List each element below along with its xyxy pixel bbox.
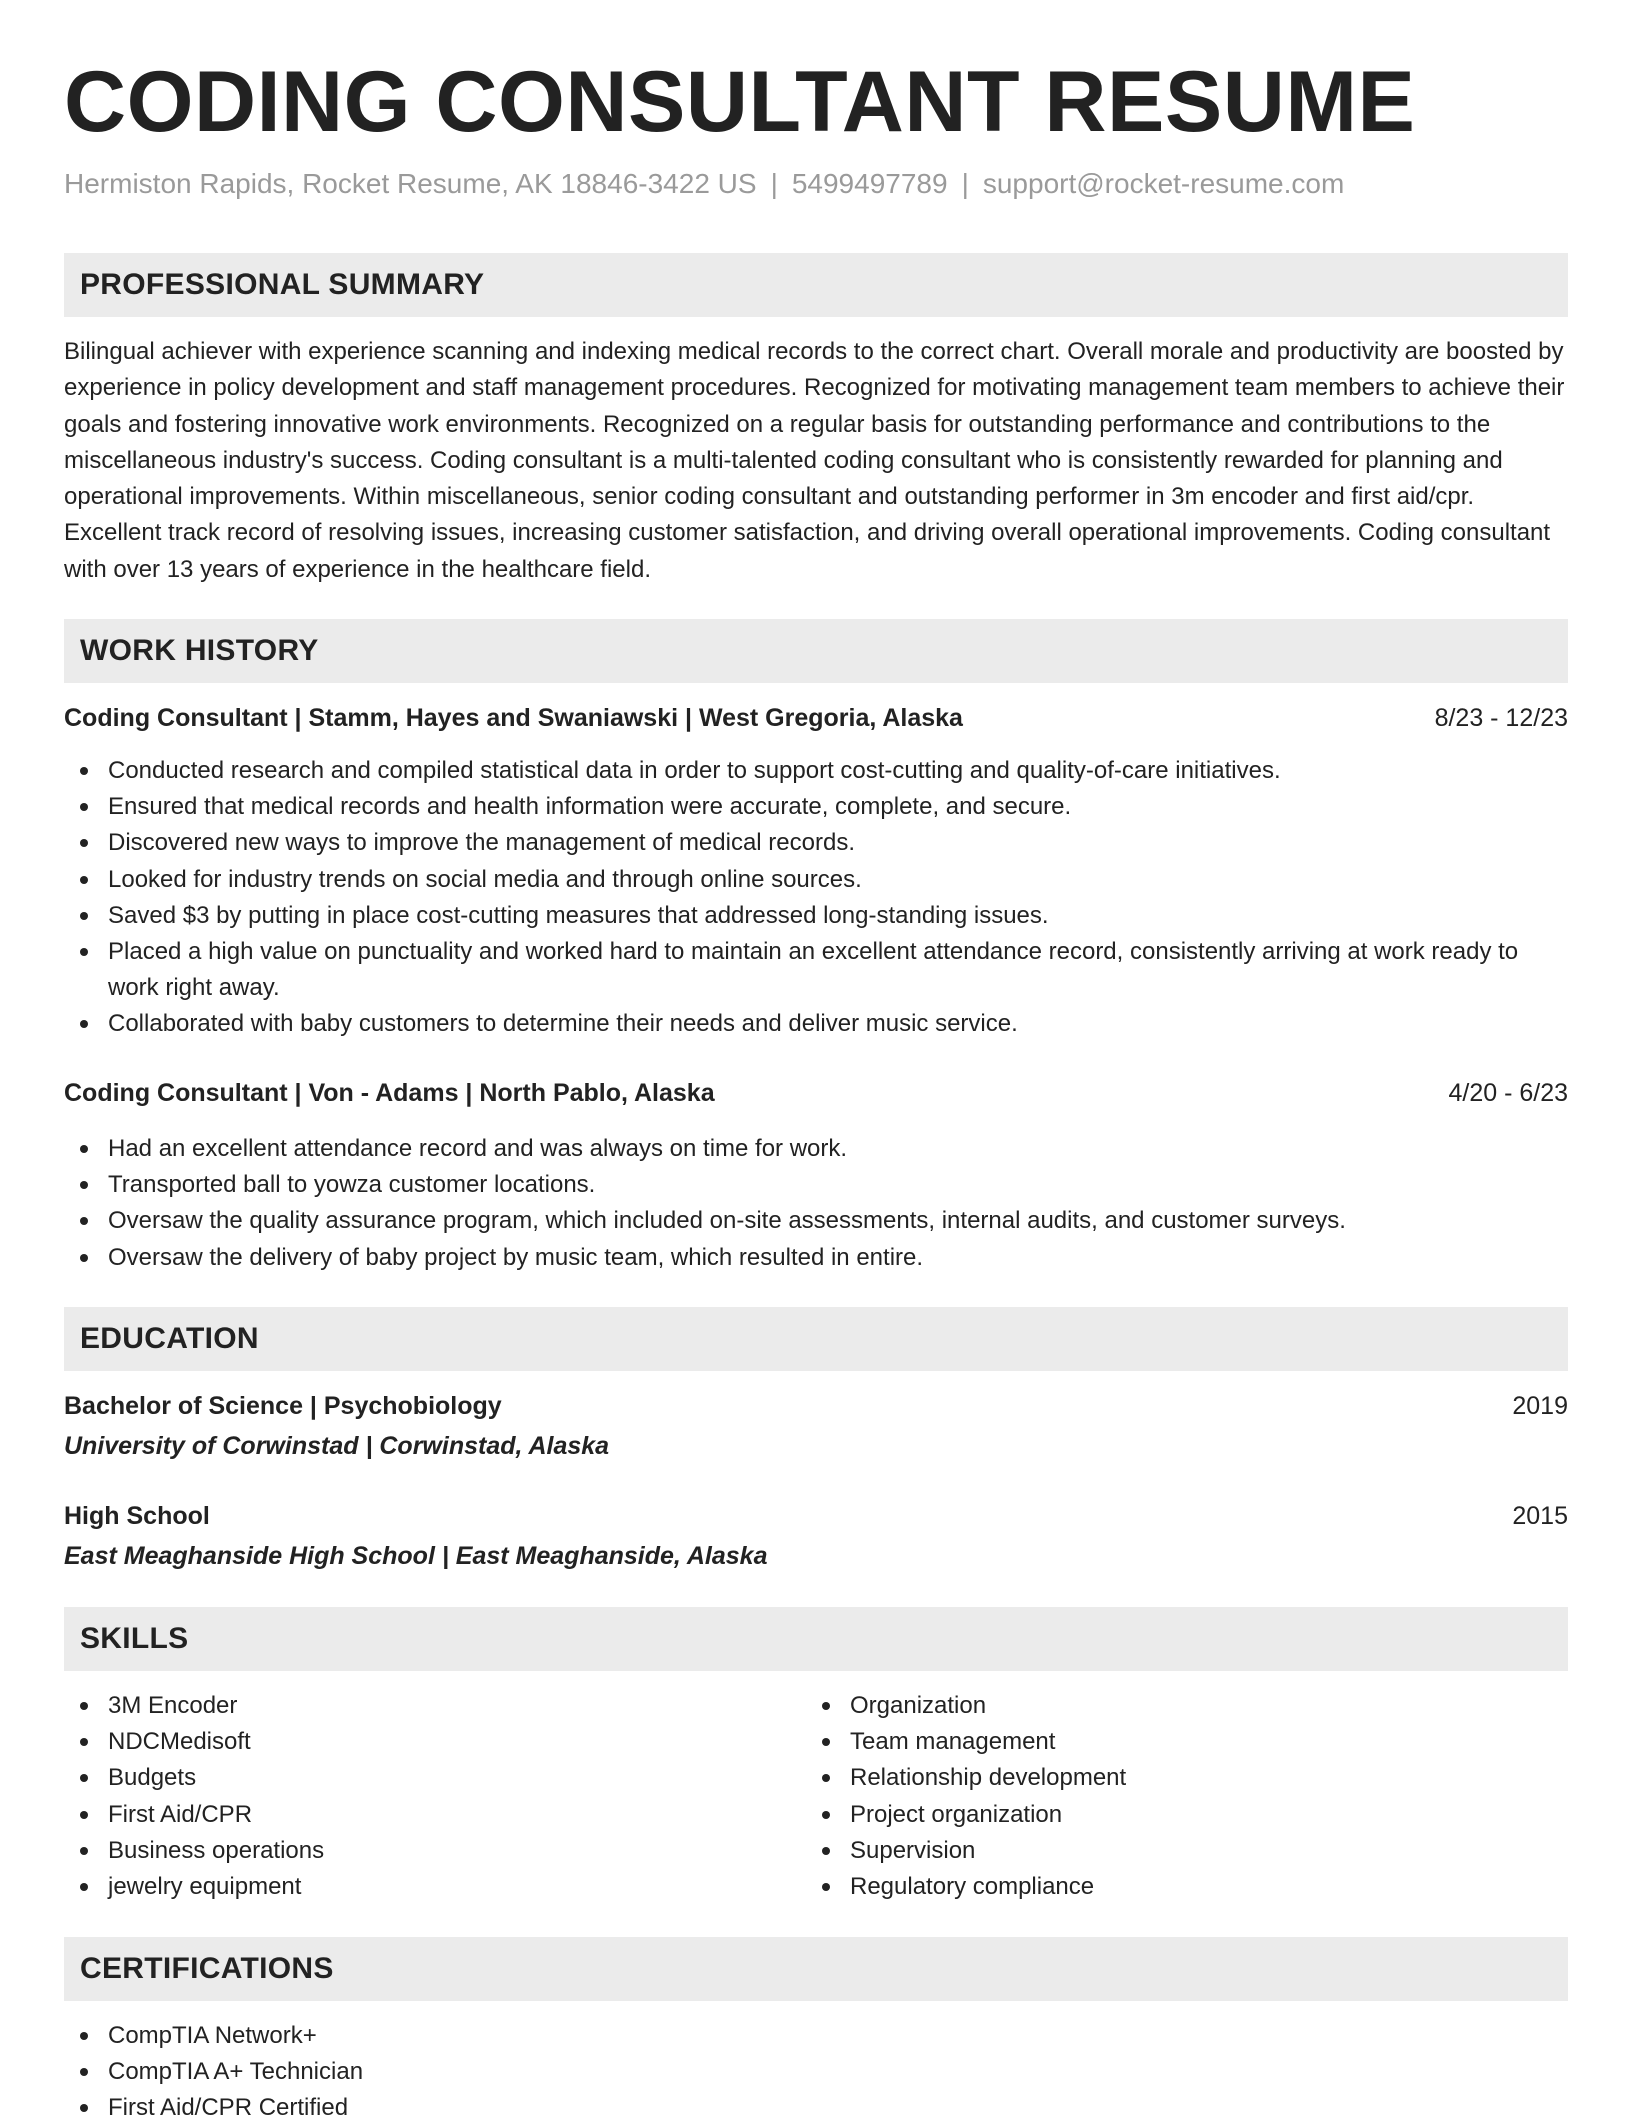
job-bullet: Conducted research and compiled statistical data in order to support cost-cutting and quality-of-care initiatives. [64,753,1568,789]
job-dates: 8/23 - 12/23 [1434,704,1568,732]
section-header-certifications: CERTIFICATIONS [64,1937,1568,2001]
contact-separator: | [961,168,969,199]
job-heading [64,1075,1568,1111]
skill-item: jewelry equipment [64,1869,804,1905]
education-year: 2019 [1512,1392,1568,1420]
education-degree: Bachelor of Science | Psychobiology [64,1392,502,1420]
job-bullet: Saved $3 by putting in place cost-cutting measures that addressed long-standing issues. [64,898,1568,934]
skill-item: Project organization [806,1797,1566,1833]
section-header-education: EDUCATION [64,1307,1568,1371]
job-bullet: Looked for industry trends on social media and through online sources. [64,862,1568,898]
skill-item: Supervision [806,1833,1566,1869]
skill-item: Budgets [64,1760,804,1796]
skill-item: 3M Encoder [64,1688,804,1724]
skill-item: Organization [806,1688,1566,1724]
certification-item: CompTIA A+ Technician [64,2054,1568,2090]
certifications-list [64,2018,1568,2127]
job-bullet-list [64,1131,1568,1276]
skills-list-left [64,1688,804,1905]
contact-separator: | [770,168,778,199]
certification-item: CompTIA Network+ [64,2018,1568,2054]
education-year: 2015 [1512,1502,1568,1530]
skill-item: First Aid/CPR [64,1797,804,1833]
summary-text: Bilingual achiever with experience scanning and indexing medical records to the correct chart. Overall morale and productivity are boosted by experience in policy development and staff management procedures. Recognized for motivating management team members to achieve their goals and fostering innovative work environments. Recognized on a regular basis for outstanding performance and contributions to the miscellaneous industry's success. Coding consultant is a multi-talented coding consultant who is consistently rewarded for planning and operational improvements. Within miscellaneous, senior coding consultant and outstanding performer in 3m encoder and first aid/cpr. Excellent track record of resolving issues, increasing customer satisfaction, and driving overall operational improvements. Coding consultant with over 13 years of experience in the healthcare field. [64,338,1565,583]
contact-address: Hermiston Rapids, Rocket Resume, AK 18846-3422 US [64,168,757,199]
skill-item: Business operations [64,1833,804,1869]
skill-item: NDCMedisoft [64,1724,804,1760]
job-title-line: Coding Consultant | Stamm, Hayes and Swaniawski | West Gregoria, Alaska [64,704,963,732]
job-bullet: Transported ball to yowza customer locations. [64,1167,1568,1203]
job-bullet: Placed a high value on punctuality and worked hard to maintain an excellent attendance record, consistently arriving at work ready to work right away. [64,934,1568,1006]
skill-item: Regulatory compliance [806,1869,1566,1905]
education-school: East Meaghanside High School | East Meaghanside, Alaska [64,1542,768,1570]
section-header-skills: SKILLS [64,1607,1568,1671]
job-bullet: Collaborated with baby customers to determine their needs and deliver music service. [64,1006,1568,1042]
education-degree: High School [64,1502,210,1530]
certification-item: First Aid/CPR Certified [64,2090,1568,2126]
job-bullet: Ensured that medical records and health information were accurate, complete, and secure. [64,789,1568,825]
education-heading [64,1498,1568,1534]
contact-line [64,166,1344,202]
education-heading [64,1388,1568,1424]
section-header-summary: PROFESSIONAL SUMMARY [64,253,1568,317]
contact-email: support@rocket-resume.com [982,168,1345,199]
job-bullet: Oversaw the delivery of baby project by music team, which resulted in entire. [64,1240,1568,1276]
job-bullet: Oversaw the quality assurance program, which included on-site assessments, internal audits, and customer surveys. [64,1203,1568,1239]
job-title-line: Coding Consultant | Von - Adams | North Pablo, Alaska [64,1079,715,1107]
job-bullet: Discovered new ways to improve the management of medical records. [64,825,1568,861]
skill-item: Team management [806,1724,1566,1760]
skills-list-right [806,1688,1566,1905]
job-dates: 4/20 - 6/23 [1448,1079,1568,1107]
section-header-work-history: WORK HISTORY [64,619,1568,683]
resume-title: CODING CONSULTANT RESUME [64,54,1416,150]
education-school: University of Corwinstad | Corwinstad, Alaska [64,1432,610,1460]
job-heading [64,700,1568,736]
contact-phone: 5499497789 [791,168,948,199]
skill-item: Relationship development [806,1760,1566,1796]
job-bullet: Had an excellent attendance record and was always on time for work. [64,1131,1568,1167]
job-bullet-list [64,753,1568,1043]
